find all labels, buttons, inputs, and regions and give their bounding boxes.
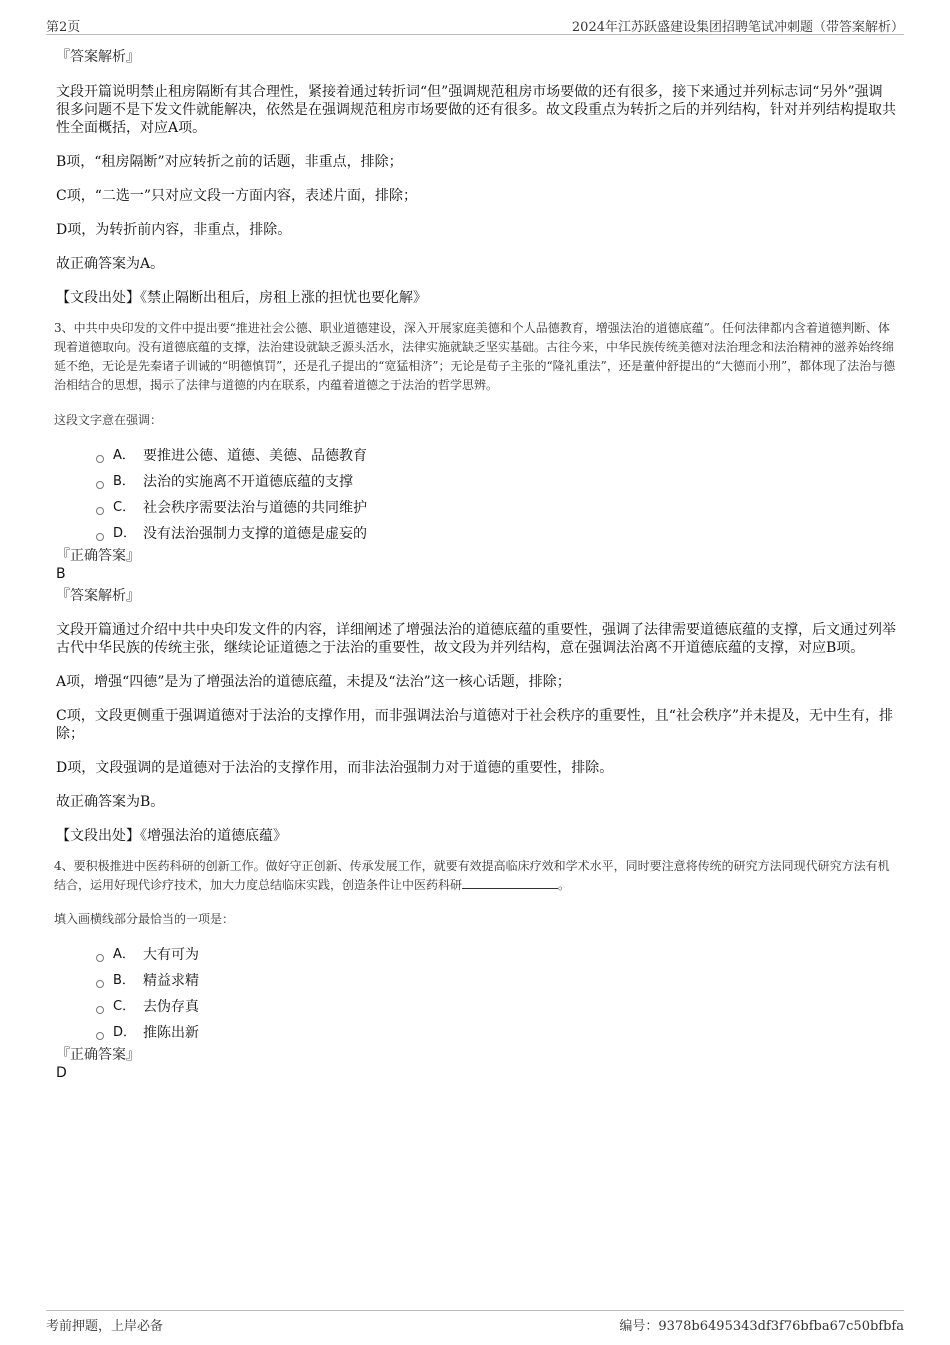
question-3-options [96, 443, 896, 547]
option-b[interactable]: B． 法治的实施离不开道德底蕴的支撑 [96, 469, 896, 495]
analysis-conclusion: 故正确答案为B。 [56, 794, 165, 810]
analysis-text: 文段开篇通过介绍中共中央印发文件的内容，详细阐述了增强法治的道德底蕴的重要性，强调了法律需要道德底蕴的支撑，后文通过列举古代中华民族的传统主张，继续论证道德之于法治的重要性，故文段为并列结构，意在强调法治离不开道德底蕴的支撑，对应B项。 [56, 622, 896, 656]
option-a[interactable]: A． 大有可为 [96, 942, 896, 968]
analysis-option-d: D项，文段强调的是道德对于法治的支撑作用，而非法治强制力对于道德的重要性，排除。 [56, 760, 614, 776]
analysis-label: 『答案解析』 [56, 49, 140, 65]
correct-answer-label: 『正确答案』 [56, 1047, 140, 1063]
passage-source: 【文段出处】《禁止隔断出租后，房租上涨的担忧也要化解》 [56, 290, 427, 306]
radio-icon[interactable] [96, 1006, 104, 1014]
option-b[interactable]: B． 精益求精 [96, 968, 896, 994]
page-number: 第2页 [46, 20, 81, 35]
page-header [46, 14, 904, 35]
analysis-label: 『答案解析』 [56, 588, 140, 604]
option-a[interactable]: A． 要推进公德、道德、美德、品德教育 [96, 443, 896, 469]
analysis-text: 文段开篇说明禁止租房隔断有其合理性，紧接着通过转折词“但”强调规范租房市场要做的还有很多，接下来通过并列标志词“另外”强调很多问题不是下发文件就能解决，依然是在强调规范租房市场要做的还有很多。故文段重点为转折之后的并列结构，针对并列结构提取共性全面概括，对应A项。 [56, 84, 896, 136]
analysis-option-b: B项，“租房隔断”对应转折之前的话题，非重点，排除； [56, 154, 403, 170]
question-4-prompt: 填入画横线部分最恰当的一项是： [54, 912, 235, 926]
option-d[interactable]: D． 推陈出新 [96, 1020, 896, 1046]
analysis-conclusion: 故正确答案为A。 [56, 256, 165, 272]
analysis-option-a: A项，增强“四德”是为了增强法治的道德底蕴，未提及“法治”这一核心话题，排除； [56, 674, 571, 690]
correct-answer: B [56, 566, 66, 582]
question-3-text: 3、中共中央印发的文件中提出要“推进社会公德、职业道德建设，深入开展家庭美德和个人品德教育，增强法治的道德底蕴”。任何法律都内含着道德判断、体现着道德取向。没有道德底蕴的支撑，法治建设就缺乏源头活水，法律实施就缺乏坚实基础。古往今来，中华民族传统美德对法治理念和法治精神的滋养始终绵延不绝，无论是先秦诸子训诫的“明德慎罚”，还是孔子提出的“宽猛相济”；无论是荀子主张的“隆礼重法”，还是董仲舒提出的“大德而小刑”，都体现了法治与德治相结合的思想，揭示了法律与道德的内在联系，内蕴着道德之于法治的哲学思辨。 [54, 321, 896, 392]
document-id: 编号：9378b6495343df3f76bfba67c50bfbfa [619, 1319, 904, 1334]
radio-icon[interactable] [96, 533, 104, 541]
document-title: 2024年江苏跃盛建设集团招聘笔试冲刺题（带答案解析） [571, 20, 904, 35]
page-content [56, 48, 896, 1082]
option-d[interactable]: D． 没有法治强制力支撑的道德是虚妄的 [96, 521, 896, 547]
passage-source: 【文段出处】《增强法治的道德底蕴》 [56, 828, 287, 844]
correct-answer: D [56, 1065, 67, 1081]
radio-icon[interactable] [96, 507, 104, 515]
radio-icon[interactable] [96, 954, 104, 962]
option-c[interactable]: C． 去伪存真 [96, 994, 896, 1020]
footer-slogan: 考前押题，上岸必备 [46, 1319, 164, 1334]
question-3-prompt: 这段文字意在强调： [54, 413, 163, 427]
question-4-text: 4、要积极推进中医药科研的创新工作。做好守正创新、传承发展工作，就要有效提高临床疗效和学术水平，同时要注意将传统的研究方法同现代研究方法有机结合，运用好现代诊疗技术，加大力度总结临床实践，创造条件让中医药科研 。 [54, 859, 890, 892]
analysis-option-c: C项，文段更侧重于强调道德对于法治的支撑作用，而非强调法治与道德对于社会秩序的重要性，且“社会秩序”并未提及，无中生有，排除； [56, 708, 894, 742]
radio-icon[interactable] [96, 1032, 104, 1040]
analysis-option-d: D项，为转折前内容，非重点，排除。 [56, 222, 292, 238]
correct-answer-label: 『正确答案』 [56, 548, 140, 564]
radio-icon[interactable] [96, 481, 104, 489]
analysis-option-c: C项，“二选一”只对应文段一方面内容，表述片面，排除； [56, 188, 418, 204]
radio-icon[interactable] [96, 980, 104, 988]
question-4-options [96, 942, 896, 1046]
option-c[interactable]: C． 社会秩序需要法治与道德的共同维护 [96, 495, 896, 521]
page-footer [46, 1310, 904, 1334]
radio-icon[interactable] [96, 455, 104, 463]
fill-blank [462, 876, 558, 889]
